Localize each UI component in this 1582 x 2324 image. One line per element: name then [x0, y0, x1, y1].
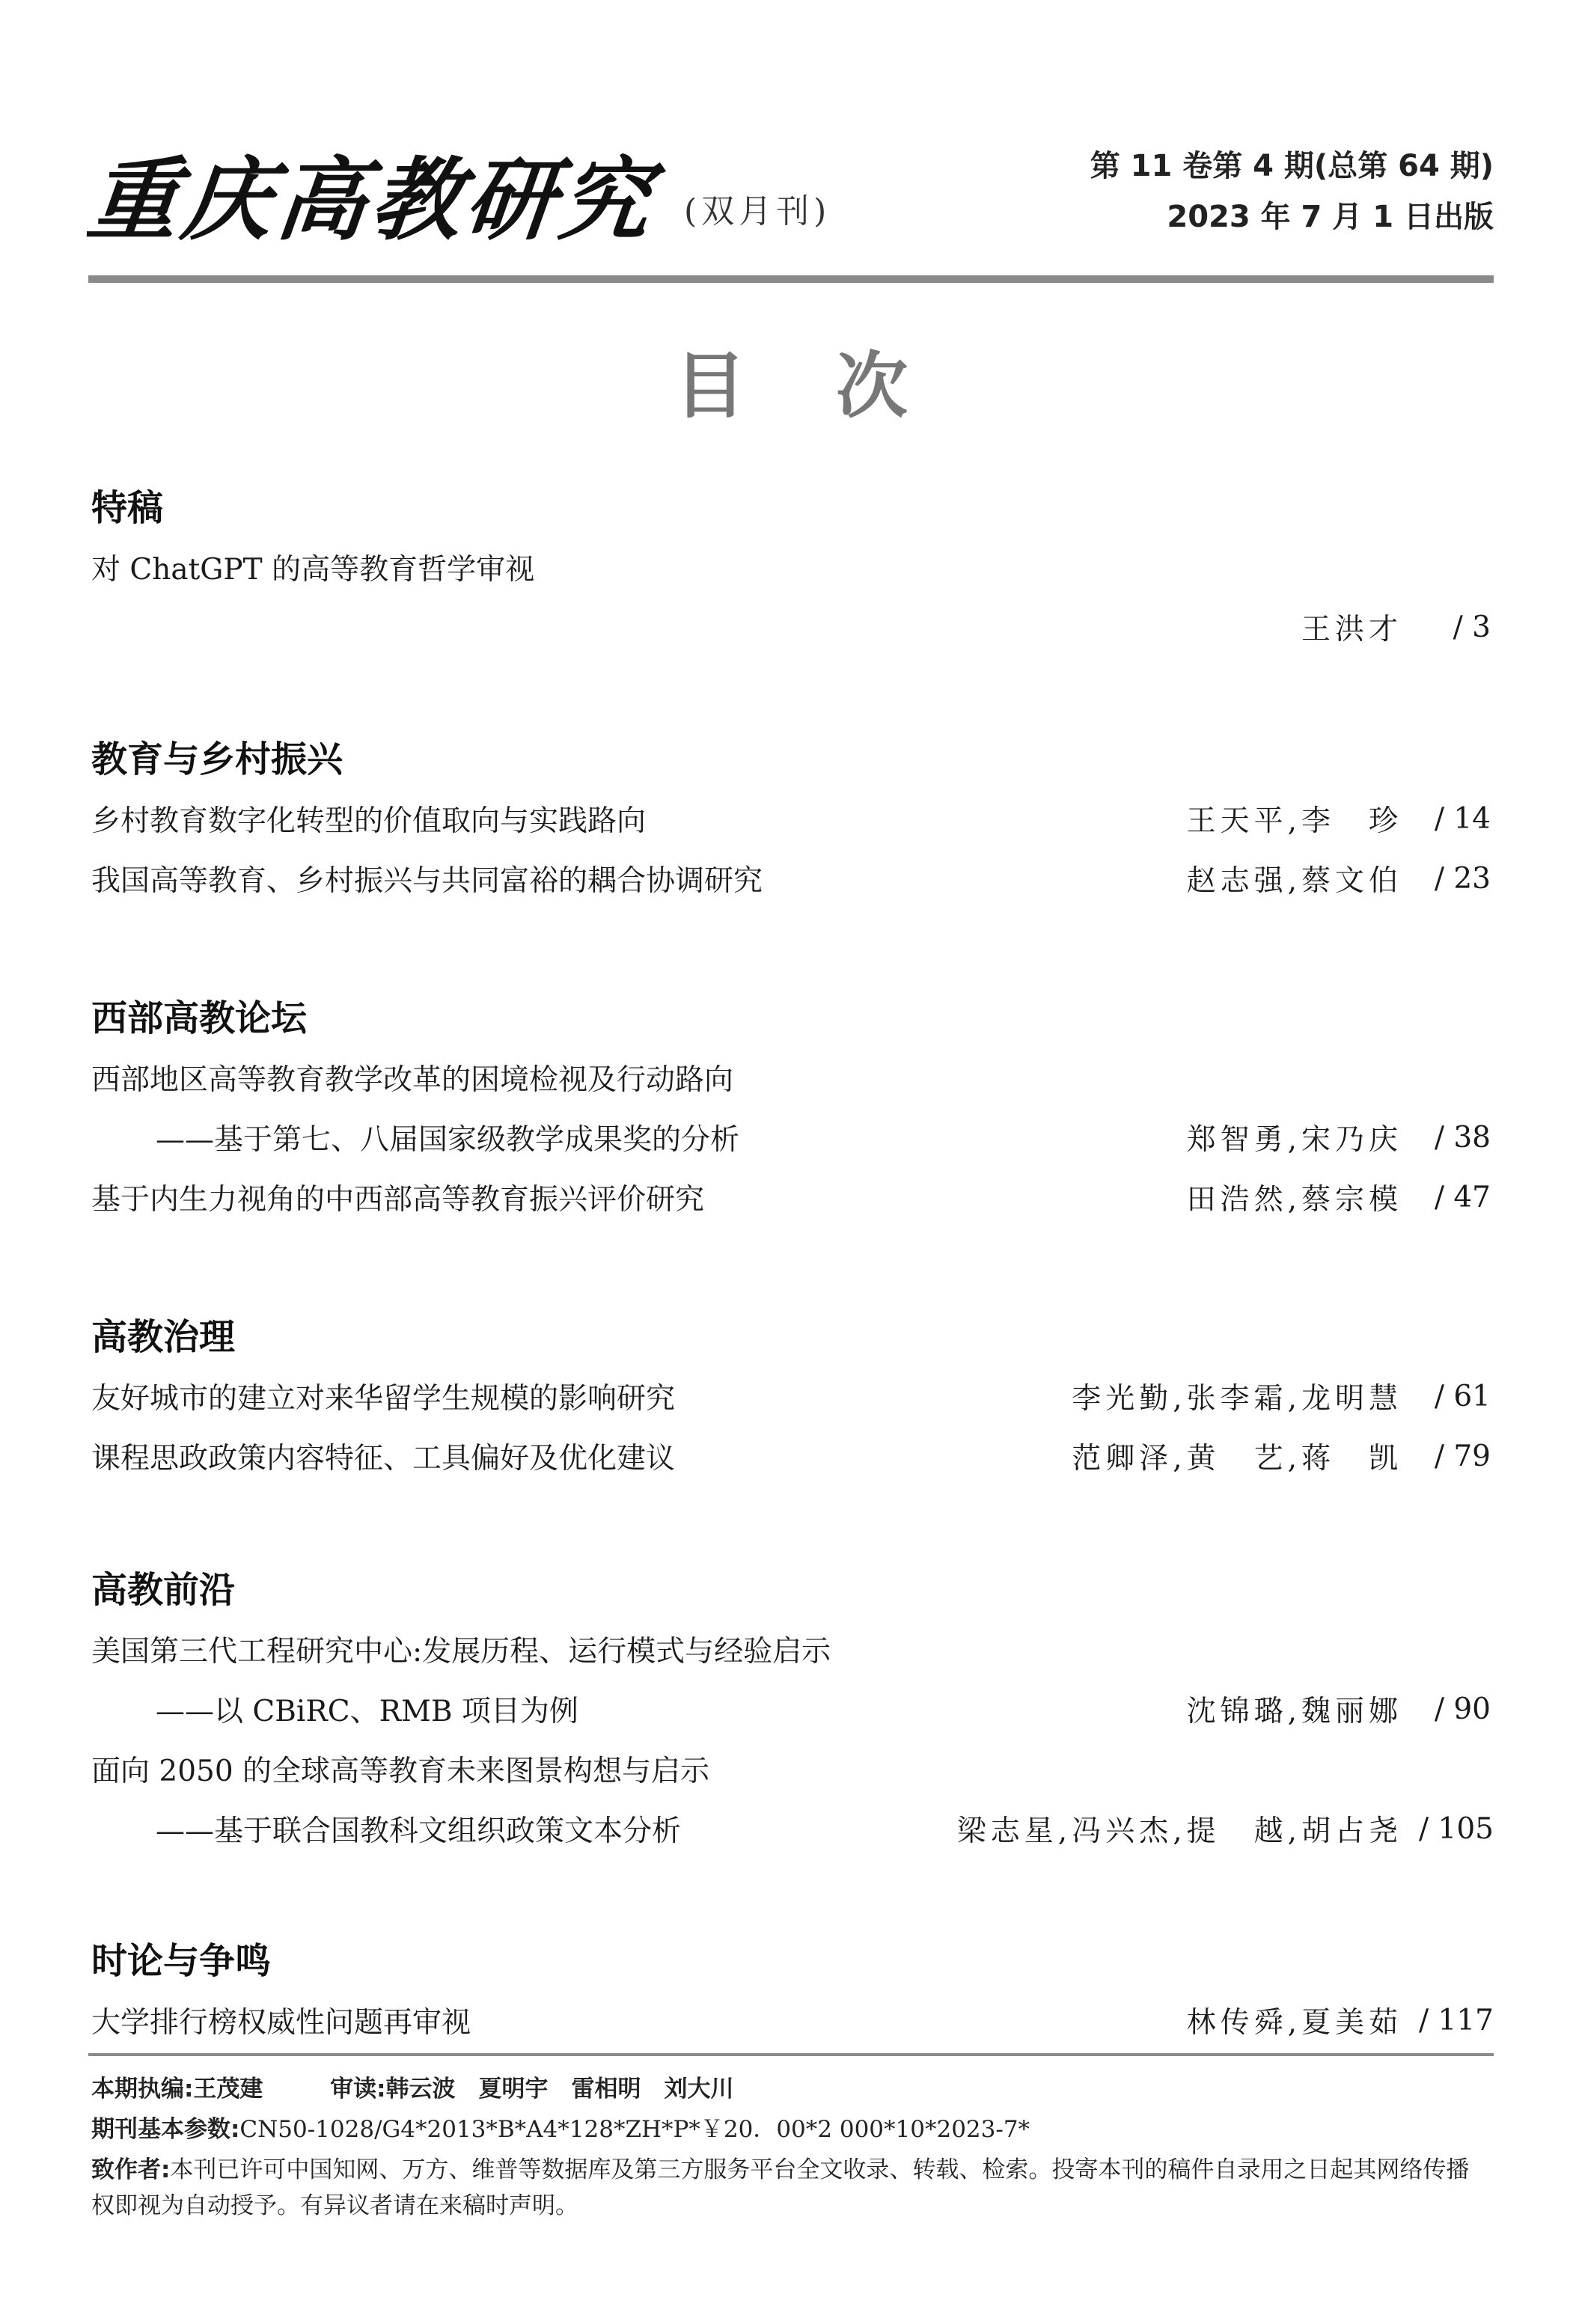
leader-dots	[750, 1115, 1176, 1160]
leader-dots	[715, 1175, 1176, 1220]
article-title[interactable]: 乡村教育数字化转型的价值取向与实践路向	[91, 804, 647, 838]
article-title[interactable]: 美国第三代工程研究中心:发展历程、运行模式与经验启示	[91, 1635, 831, 1669]
section-heading: 教育与乡村振兴	[91, 739, 343, 780]
article-author: 赵志强,蔡文伯	[1186, 864, 1402, 898]
notice-label: 致作者:	[91, 2156, 171, 2183]
article-page: / 90	[1434, 1692, 1491, 1726]
article-author: 沈锦璐,魏丽娜	[1186, 1695, 1402, 1728]
leader-dots	[685, 1434, 1061, 1479]
article-author: 范卿泽,黄 艺,蒋 凯	[1072, 1442, 1402, 1476]
params-label: 期刊基本参数:	[91, 2116, 240, 2143]
editor-credits	[91, 2071, 1491, 2107]
section-heading: 西部高教论坛	[91, 997, 308, 1039]
journal-params	[91, 2112, 1491, 2147]
issue-info	[1090, 141, 1494, 242]
toc-entry-title[interactable]	[91, 1055, 1491, 1100]
leader-dots	[481, 1998, 1176, 2043]
section-heading: 高教前沿	[91, 1569, 236, 1611]
article-page: / 14	[1434, 801, 1491, 836]
footer-rule	[88, 2053, 1494, 2056]
params-value: CN50-1028/G4*2013*B*A4*128*ZH*P*￥20．00*2 000*10*2023-7*	[239, 2116, 1030, 2143]
header-rule	[88, 275, 1494, 283]
article-author: 王洪才	[1301, 613, 1402, 646]
article-subtitle[interactable]: ——以 CBiRC、RMB 项目为例	[156, 1695, 578, 1728]
toc-entry[interactable]	[91, 1175, 1491, 1220]
reviewer-names: 韩云波 夏明宇 雷相明 刘大川	[385, 2076, 734, 2103]
article-page: / 117	[1419, 2003, 1494, 2037]
notice-text: 本刊已许可中国知网、万方、维普等数据库及第三方服务平台全文收录、转载、检索。投寄本刊的稿件自录用之日起其网络传播权即视为自动授予。有异议者请在来稿时声明。	[91, 2156, 1470, 2219]
article-title[interactable]: 面向 2050 的全球高等教育未来图景构想与启示	[91, 1755, 710, 1788]
toc-entry[interactable]	[91, 796, 1491, 841]
toc-entry[interactable]	[156, 1115, 1491, 1160]
toc-entry-title[interactable]	[91, 545, 1491, 590]
article-author: 田浩然,蔡宗模	[1186, 1183, 1402, 1217]
author-notice	[91, 2152, 1491, 2224]
toc-entry[interactable]	[174, 605, 1491, 649]
article-title[interactable]: 对 ChatGPT 的高等教育哲学审视	[91, 553, 535, 587]
article-author: 梁志星,冯兴杰,提 越,胡占尧	[956, 1814, 1402, 1848]
editor-name: 王茂建	[193, 2076, 263, 2103]
section-heading: 特稿	[91, 487, 164, 529]
article-title[interactable]: 课程思政政策内容特征、工具偏好及优化建议	[91, 1442, 676, 1476]
journal-logo: 重庆高教研究	[82, 147, 660, 253]
article-author: 李光勤,张李霜,龙明慧	[1072, 1382, 1402, 1416]
article-page: / 61	[1434, 1379, 1491, 1413]
issue-volume: 第 11 卷第 4 期(总第 64 期)	[1090, 149, 1494, 183]
article-title[interactable]: 我国高等教育、乡村振兴与共同富裕的耦合协调研究	[91, 864, 763, 898]
toc-entry-title[interactable]	[91, 1746, 1491, 1791]
article-page: / 3	[1453, 610, 1491, 644]
leader-dots	[773, 856, 1176, 901]
article-subtitle[interactable]: ——基于联合国教科文组织政策文本分析	[156, 1814, 682, 1848]
article-title[interactable]: 友好城市的建立对来华留学生规模的影响研究	[91, 1382, 676, 1416]
section-heading: 高教治理	[91, 1316, 236, 1358]
article-page: / 79	[1434, 1439, 1491, 1473]
leader-dots	[589, 1687, 1176, 1731]
toc-entry[interactable]	[156, 1806, 1494, 1851]
leader-dots	[685, 1374, 1061, 1419]
article-author: 王天平,李 珍	[1186, 804, 1402, 838]
toc-entry[interactable]	[91, 1998, 1494, 2043]
toc-entry-title[interactable]	[91, 1627, 1491, 1672]
leader-dots	[184, 605, 1291, 649]
toc-entry[interactable]	[91, 1434, 1491, 1479]
issue-date: 2023 年 7 月 1 日出版	[1167, 200, 1494, 234]
article-title[interactable]: 西部地区高等教育教学改革的困境检视及行动路向	[91, 1063, 734, 1097]
reviewer-label: 审读:	[330, 2076, 386, 2103]
toc-entry[interactable]	[156, 1687, 1491, 1731]
article-page: / 38	[1434, 1120, 1491, 1155]
article-page: / 105	[1419, 1811, 1494, 1846]
article-author: 林传舜,夏美茹	[1186, 2006, 1402, 2040]
article-author: 郑智勇,宋乃庆	[1186, 1123, 1402, 1157]
article-page: / 23	[1434, 861, 1491, 896]
article-subtitle[interactable]: ——基于第七、八届国家级教学成果奖的分析	[156, 1123, 740, 1157]
leader-dots	[656, 796, 1176, 841]
toc-entry[interactable]	[91, 1374, 1491, 1419]
article-page: / 47	[1434, 1180, 1491, 1214]
journal-frequency: (双月刊)	[684, 192, 831, 230]
editor-label: 本期执编:	[91, 2076, 194, 2103]
leader-dots	[691, 1806, 947, 1851]
article-title[interactable]: 基于内生力视角的中西部高等教育振兴评价研究	[91, 1183, 705, 1217]
masthead	[82, 133, 831, 253]
toc-title: 目次	[674, 344, 998, 428]
article-title[interactable]: 大学排行榜权威性问题再审视	[91, 2006, 471, 2040]
section-heading: 时论与争鸣	[91, 1940, 272, 1982]
toc-entry[interactable]	[91, 856, 1491, 901]
